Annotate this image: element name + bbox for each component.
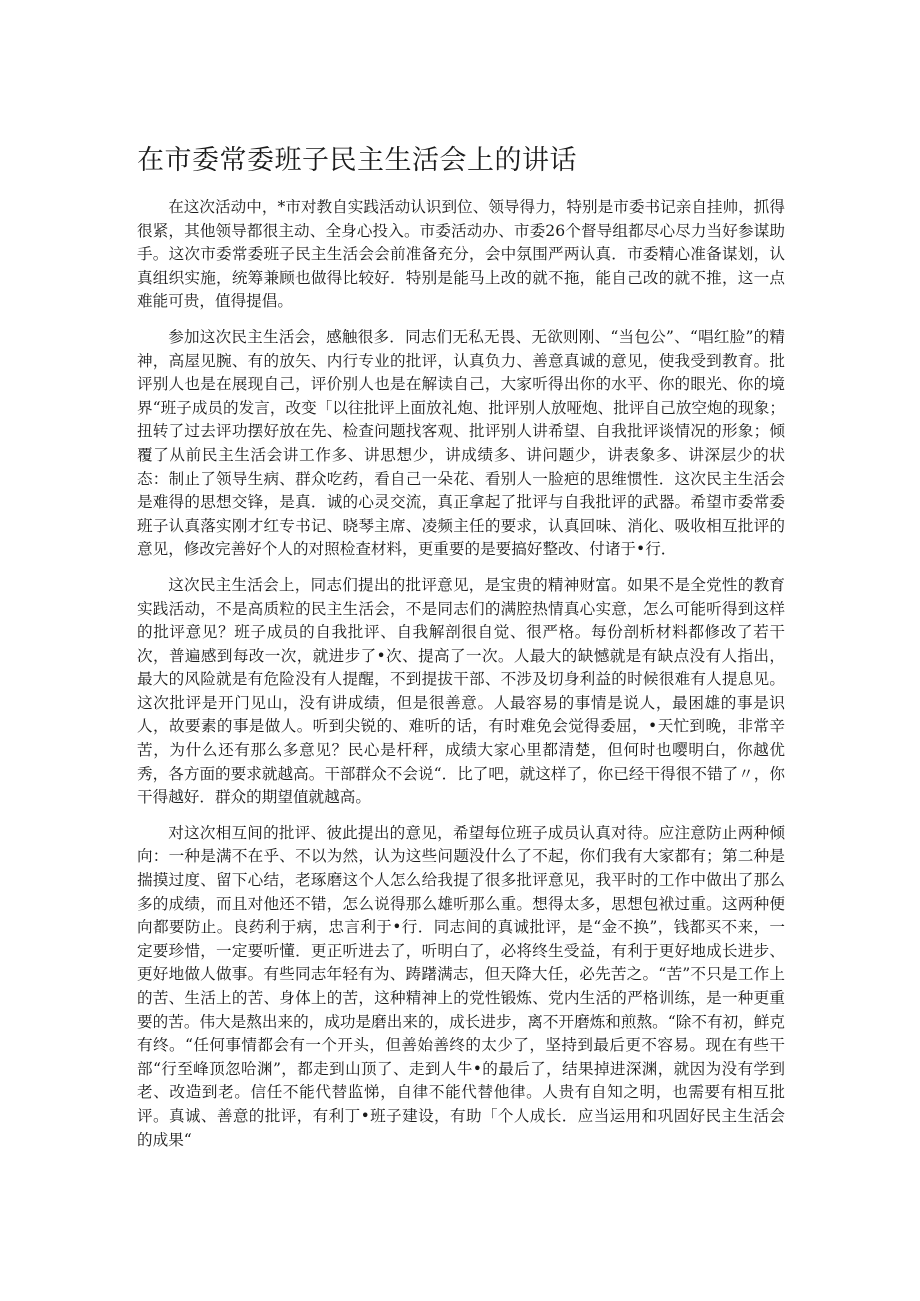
- paragraph-3: 这次民主生活会上，同志们提出的批评意见，是宝贵的精神财富。如果不是全党性的教育实践活动，不是高质粒的民主生活会，不是同志们的满腔热情真心实意，怎么可能听得到这样的批评意见？班子成员的自我批评、自我解剖很自觉、很严格。每份剖析材料都修改了若干次，普遍感到每改一次，就进步了•次、提高了一次。人最大的缺憾就是有缺点没有人指出，最大的风险就是有危险没有人提醒，不到提拔干部、不涉及切身利益的时候很难有人提息见。这次批评是开门见山，没有讲成绩，但是很善意。人最容易的事情是说人，最困雄的事是识人，故要素的事是做人。听到尖锐的、难听的话，有时难免会觉得委屈，•天忙到晚，非常辛苦，为什么还有那么多意见？民心是杆秤，成绩大家心里都清楚，但何时也嘤明白，你越优秀，各方面的要求就越高。干部群众不会说“．比了吧，就这样了，你已经干得很不错了〃，你干得越好．群众的期望值就越高。: [137, 575, 785, 807]
- paragraph-1: 在这次活动中，*市对教自实践活动认识到位、领导得力，特别是市委书记亲自挂帅，抓得很紧，其他领导都很主动、全身心投入。市委活动办、市委26个督导组都尽心尽力当好参谋助手。这次市委常委班子民主生活会会前准备充分，会中氛围严两认真．市委精心准备谋划，认真组织实施，统筹兼顾也做得比较好．特别是能马上改的就不拖，能自己改的就不推，这一点难能可贵，值得提倡。: [137, 198, 785, 311]
- paragraph-2: 参加这次民主生活会，感触很多．同志们无私无畏、无欲则刚、“当包公”、“唱红脸”的精神，高屋见腕、有的放矢、内行专业的批评，认真负力、善意真诚的意见，使我受到教育。批评别人也是在展现自己，评价别人也是在解读自己，大家听得出你的水平、你的眼光、你的境界“班子成员的发言，改变「以往批评上面放礼炮、批评别人放哑炮、批评自己放空炮的现象；扭转了过去评功摆好放在先、检查问题找客观、批评别人讲希望、自我批评谈情况的形象；倾覆了从前民主生活会讲工作多、讲思想少，讲成绩多、讲问题少，讲表象多、讲深层少的状态：制止了领导生病、群众吃药，看自己一朵花、看别人一脸疤的思维惯性．这次民主生活会是难得的思想交锋，是真．诚的心灵交流，真正拿起了批评与自我批评的武器。希望市委常委班子认真落实刚才红专书记、晓琴主席、凌频主任的要求，认真回味、消化、吸收相互批评的意见，修改完善好个人的对照检查材料，更重要的是要搞好整改、付诸于•行．: [137, 327, 785, 559]
- document-body: [137, 196, 785, 1164]
- paragraph-4: 对这次相互间的批评、彼此提出的意见，希望每位班子成员认真对待。应注意防止两种倾向：一种是满不在乎、不以为然，认为这些问题没什么了不起，你们我有大家都有；第二种是揣摸过度、留下心结，老琢磨这个人怎么给我提了很多批评意见，我平时的工作中做出了那么多的成绩，而且对他还不错，怎么说得那么雄听那么重。想得太多，思想包袱过重。这两种便向都要防止。良药利于病，忠言利于•行．同志间的真诚批评，是“金不换”，钱都买不来，一定要珍惜，一定要听懂．更正听进去了，听明白了，必将终生受益，有利于更好地成长进步、更好地做人做事。有些同志年轻有为、踌躇满志，但天降大任，必先苦之。“苦”不只是工作上的苦、生活上的苦、身体上的苦，这种精神上的党性锻炼、党内生活的严格训练，是一种更重要的苦。伟大是熬出来的，成功是磨出来的，成长进步，离不开磨炼和煎熬。“除不有初，鲜克有终。“任何事情都会有一个开头，但善始善终的太少了，坚持到最后更不容易。现在有些干部“行至峰顶忽哈渊”，都走到山顶了、走到人牛•的最后了，结果掉进深渊，就因为没有学到老、改造到老。信任不能代替监悌，自律不能代替他律。人贵有自知之明，也需要有相互批评。真诚、善意的批评，有利丁•班子建设，有助「个人成长．应当运用和巩固好民主生活会的成果“: [137, 823, 785, 1149]
- document-title: 在市委常委班子民主生活会上的讲话: [137, 145, 577, 176]
